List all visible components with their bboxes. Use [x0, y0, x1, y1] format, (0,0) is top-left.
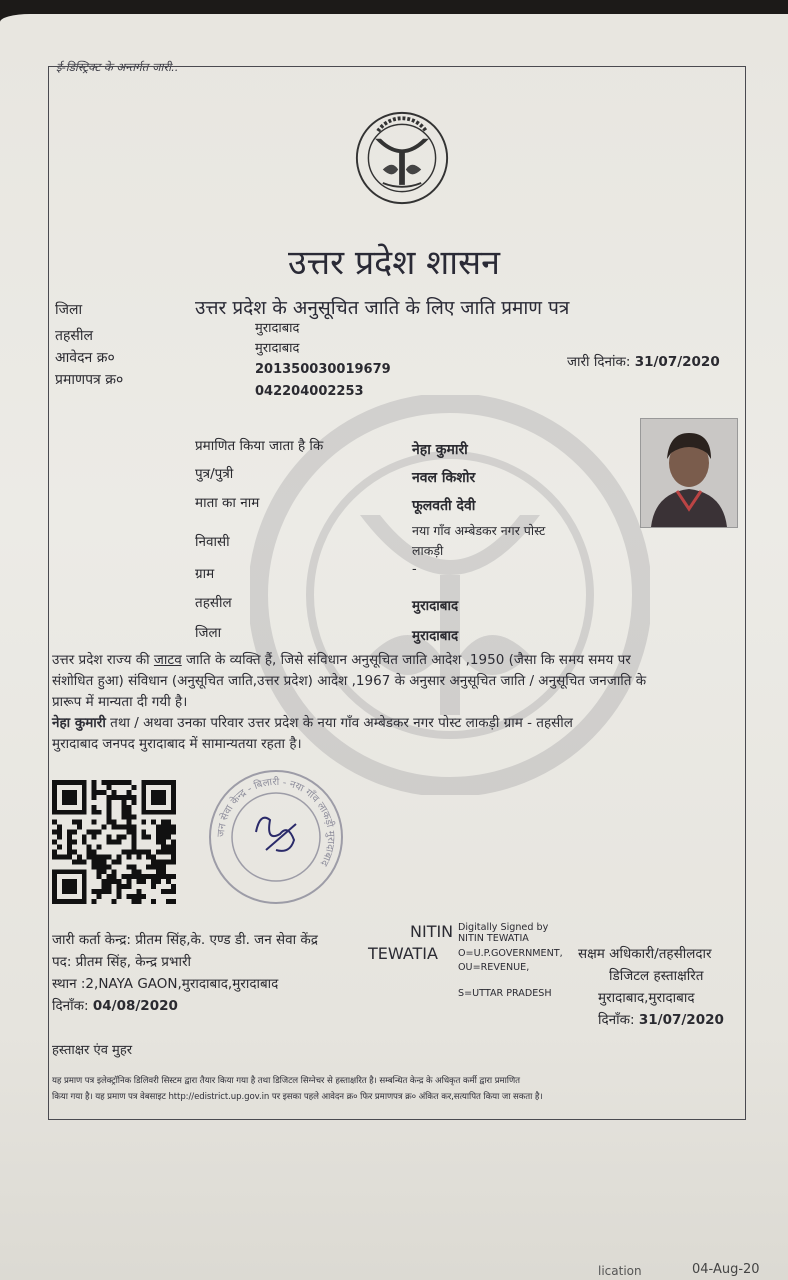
signer-full-name: NITIN TEWATIA	[458, 933, 529, 944]
qr-code	[52, 780, 176, 904]
issuer-place: स्थान :2,NAYA GAON,मुरादाबाद,मुरादाबाद	[52, 976, 279, 992]
authority-title: सक्षम अधिकारी/तहसीलदार	[578, 946, 712, 962]
body-line-5: मुरादाबाद जनपद मुरादाबाद में सामान्यतया रहता है।	[52, 736, 302, 752]
issuer-date-row	[52, 996, 178, 1014]
signed-by-label: Digitally Signed by	[458, 922, 549, 933]
issuer-centre: जारी कर्ता केन्द्र: प्रीतम सिंह,के. एण्ड डी. जन सेवा केंद्र	[52, 932, 318, 948]
footer-note-line-2: किया गया है। यह प्रमाण पत्र वेबसाइट http://edistrict.up.gov.in पर इसका पहले आवेदन क्र० फिर प्रमाणपत्र क्र० अंकित कर,सत्यापित किया जा सकता है।	[52, 1092, 543, 1102]
application-number: 201350030019679	[255, 362, 391, 377]
certificate-number: 042204002253	[255, 384, 364, 399]
footer-note-line-1: यह प्रमाण पत्र इलेक्ट्रॉनिक डिलिवरी सिस्टम द्वारा तैयार किया गया है तथा डिजिटल सिग्नेचर से हस्ताक्षरित है। सम्बन्धित केन्द्र के अधिकृत कर्मी द्वारा प्रमाणित	[52, 1076, 520, 1086]
issue-date-row	[567, 352, 720, 370]
bottom-corner-date: 04-Aug-20	[692, 1262, 760, 1277]
person-portrait-icon	[641, 419, 737, 527]
authority-date-row	[598, 1010, 724, 1028]
signer-org: O=U.P.GOVERNMENT,	[458, 948, 563, 959]
tehsil-label: तहसील	[55, 328, 93, 344]
issue-date: 31/07/2020	[634, 354, 720, 370]
detail-label-resident: निवासी	[195, 534, 230, 550]
body-line-2: संशोधित हुआ) संविधान (अनुसूचित जाति,उत्तर प्रदेश) आदेश ,1967 के अनुसार अनुसूचित जाति / अनुसूचित जनजाति के	[52, 673, 647, 689]
caste-name: जाटव	[153, 652, 182, 668]
body-line-3: प्रारूप में मान्यता दी गयी है।	[52, 694, 188, 710]
detail-value-name: नेहा कुमारी	[412, 442, 468, 458]
detail-value-mother: फूलवती देवी	[412, 498, 476, 514]
signer-ou: OU=REVENUE,	[458, 962, 530, 973]
detail-label-tehsil: तहसील	[195, 595, 232, 611]
detail-label-mother: माता का नाम	[195, 495, 260, 511]
district-label: जिला	[55, 302, 83, 318]
application-label: आवेदन क्र०	[55, 350, 115, 366]
tehsil-value: मुरादाबाद	[255, 341, 300, 356]
signature-seal-label: हस्ताक्षर एंव मुहर	[52, 1043, 133, 1058]
signer-state: S=UTTAR PRADESH	[458, 988, 552, 999]
bottom-corner-text: lication	[598, 1264, 642, 1278]
body-line-1-end: जाति के व्यक्ति हैं, जिसे संविधान अनुसूचित जाति आदेश ,1950 (जैसा कि समय समय पर	[181, 652, 631, 668]
authority-date: 31/07/2020	[638, 1012, 724, 1028]
issuer-date-label: दिनाँक:	[52, 998, 89, 1014]
detail-value-district: मुरादाबाद	[412, 628, 459, 644]
district-value: मुरादाबाद	[255, 321, 300, 336]
authority-place: मुरादाबाद,मुरादाबाद	[598, 990, 695, 1006]
body-line-4-rest: तथा / अथवा उनका परिवार उत्तर प्रदेश के नया गाँव अम्बेडकर नगर पोस्ट लाकड़ी ग्राम - तहसील	[105, 715, 573, 731]
detail-label-village: ग्राम	[195, 566, 215, 582]
csc-seal-stamp	[196, 762, 356, 912]
signer-name-line-1: NITIN	[410, 922, 454, 941]
detail-label-district: जिला	[195, 625, 222, 641]
body-line-4	[52, 713, 573, 734]
detail-value-tehsil: मुरादाबाद	[412, 598, 459, 614]
applicant-photo	[640, 418, 738, 528]
signer-name-line-2: TEWATIA	[368, 944, 438, 963]
body-line-1-start: उत्तर प्रदेश राज्य की	[52, 652, 154, 668]
detail-value-resident: नया गाँव अम्बेडकर नगर पोस्ट	[412, 523, 546, 538]
seal-text: जन सेवा केन्द्र - बिलारी - नया गाँव लाकड़ी मुरादाबाद	[215, 776, 337, 868]
certificate-label: प्रमाणपत्र क्र०	[55, 372, 124, 388]
detail-value-resident-2: लाकड़ी	[412, 543, 444, 558]
authority-digital-signed: डिजिटल हस्ताक्षरित	[609, 968, 704, 984]
detail-label-son-daughter: पुत्र/पुत्री	[195, 466, 234, 482]
certificate-title: उत्तर प्रदेश के अनुसूचित जाति के लिए जाति प्रमाण पत्र	[195, 297, 570, 319]
govt-title: उत्तर प्रदेश शासन	[288, 243, 500, 283]
issuer-date: 04/08/2020	[92, 998, 178, 1014]
detail-value-father: नवल किशोर	[412, 470, 476, 486]
detail-value-village: -	[412, 562, 417, 577]
up-govt-emblem	[354, 110, 450, 206]
issue-date-label: जारी दिनांक:	[567, 354, 631, 370]
issuer-post: पद: प्रीतम सिंह, केन्द्र प्रभारी	[52, 954, 191, 970]
body-line-1	[52, 650, 631, 671]
detail-label-certified: प्रमाणित किया जाता है कि	[195, 438, 324, 454]
issued-under-note: ई-डिस्ट्रिक्ट के अन्तर्गत जारी..	[56, 60, 179, 74]
authority-date-label: दिनाँक:	[598, 1012, 635, 1028]
body-applicant-name: नेहा कुमारी	[52, 715, 106, 731]
